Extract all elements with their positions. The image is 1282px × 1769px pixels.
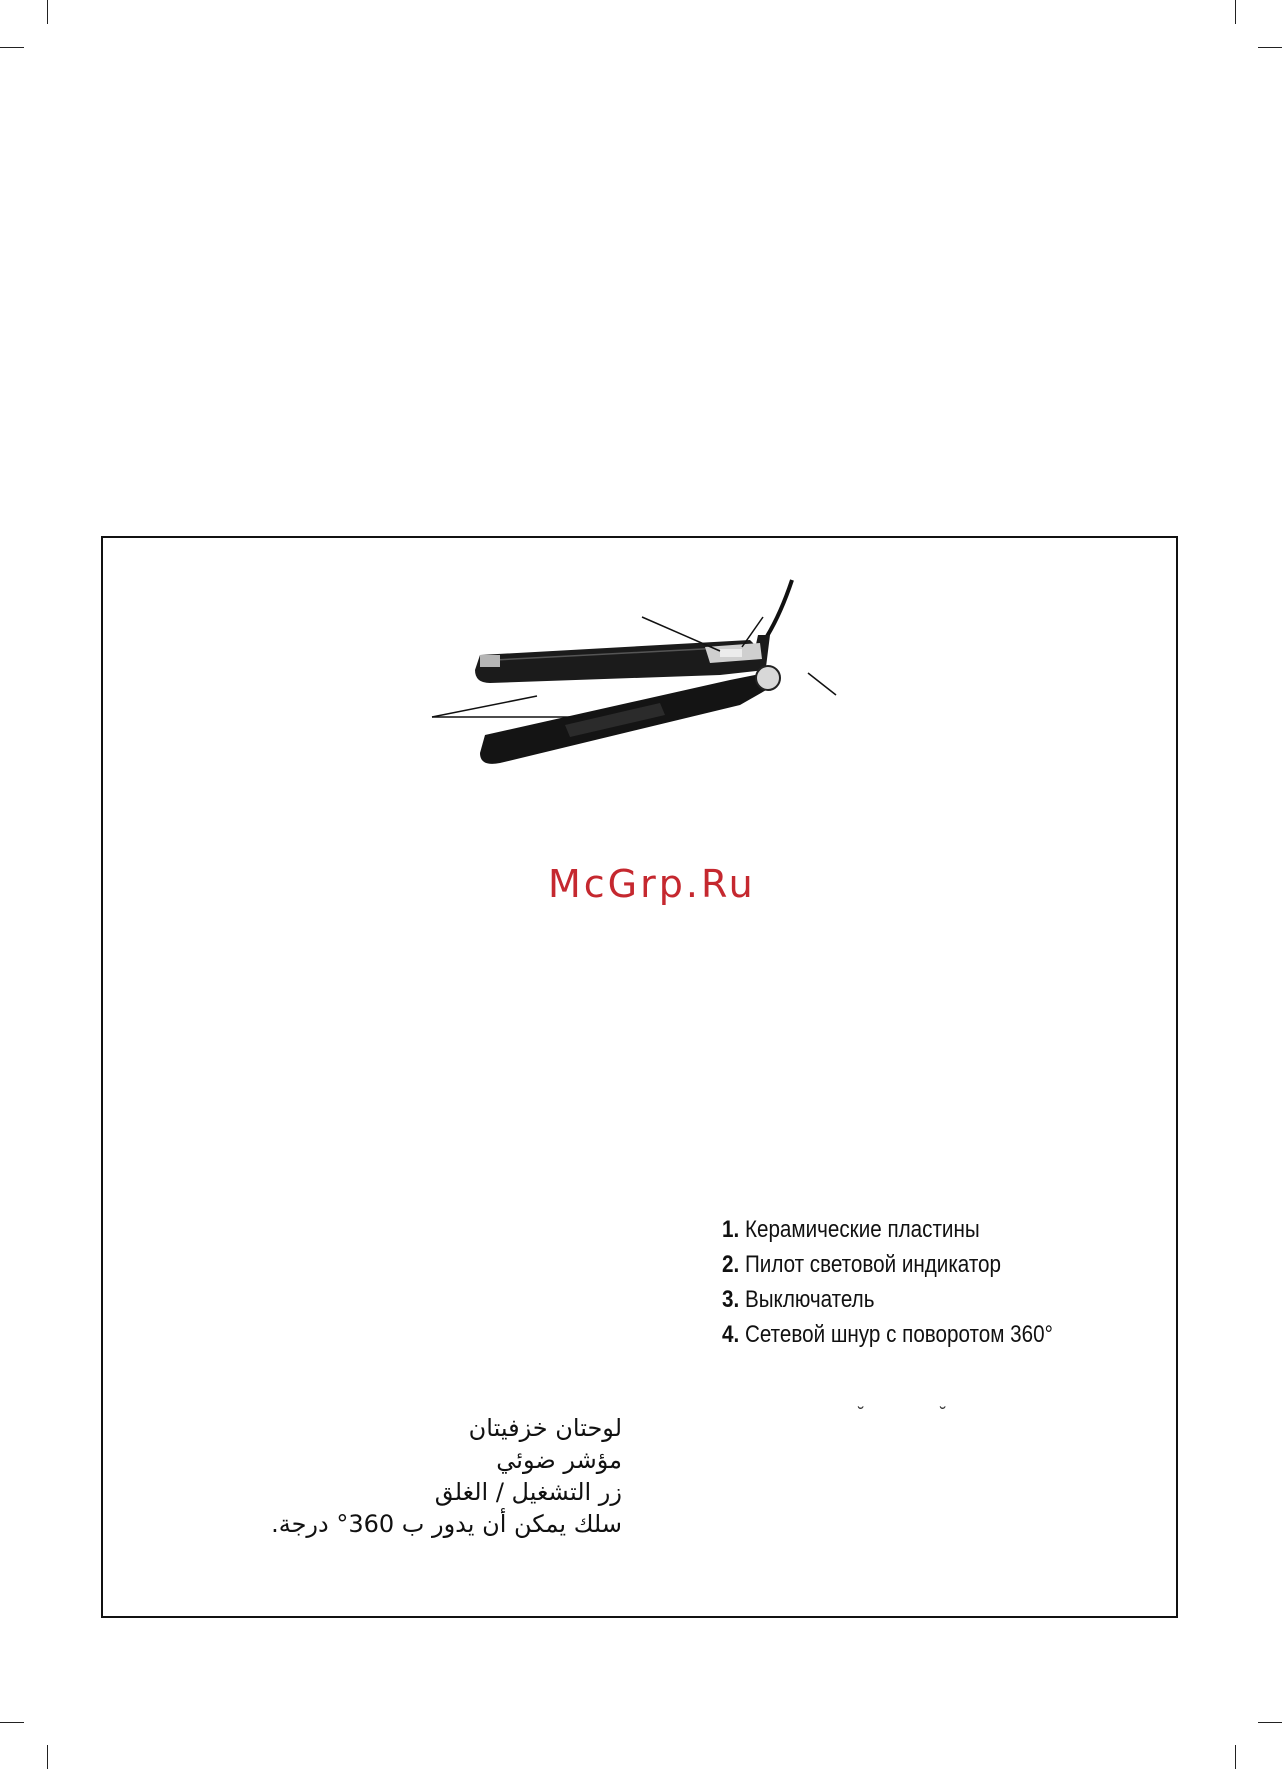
crop-mark <box>47 0 48 24</box>
legend-item-ar: مؤشر ضوئي <box>496 1446 622 1474</box>
crop-mark <box>1235 0 1236 24</box>
crop-mark <box>1258 47 1282 48</box>
crop-mark <box>1235 1745 1236 1769</box>
crop-mark <box>47 1745 48 1769</box>
watermark: McGrp.Ru <box>548 862 756 906</box>
legend-item: 1. Керамические пластины <box>722 1216 980 1243</box>
legend-item: 4. Сетевой шнур с поворотом 360° <box>722 1321 1053 1348</box>
legend-ru <box>722 1212 1083 1352</box>
hair-straightener-illustration <box>420 575 870 800</box>
legend-item-ar: لوحتان خزفيتان <box>468 1414 622 1442</box>
crop-mark <box>0 47 24 48</box>
crop-mark <box>0 1722 24 1723</box>
legend-item-ar: سلك يمكن أن يدور ب 360° درجة. <box>271 1510 622 1538</box>
legend-ar <box>202 1412 622 1540</box>
legend-item-ar: زر التشغيل / الغلق <box>434 1478 622 1506</box>
crop-mark <box>1258 1722 1282 1723</box>
legend-item: 2. Пилот световой индикатор <box>722 1251 1002 1278</box>
legend-item: 3. Выключатель <box>722 1286 875 1313</box>
stray-mark: ˘ <box>940 1404 946 1424</box>
stray-mark: ˘ <box>858 1404 864 1424</box>
